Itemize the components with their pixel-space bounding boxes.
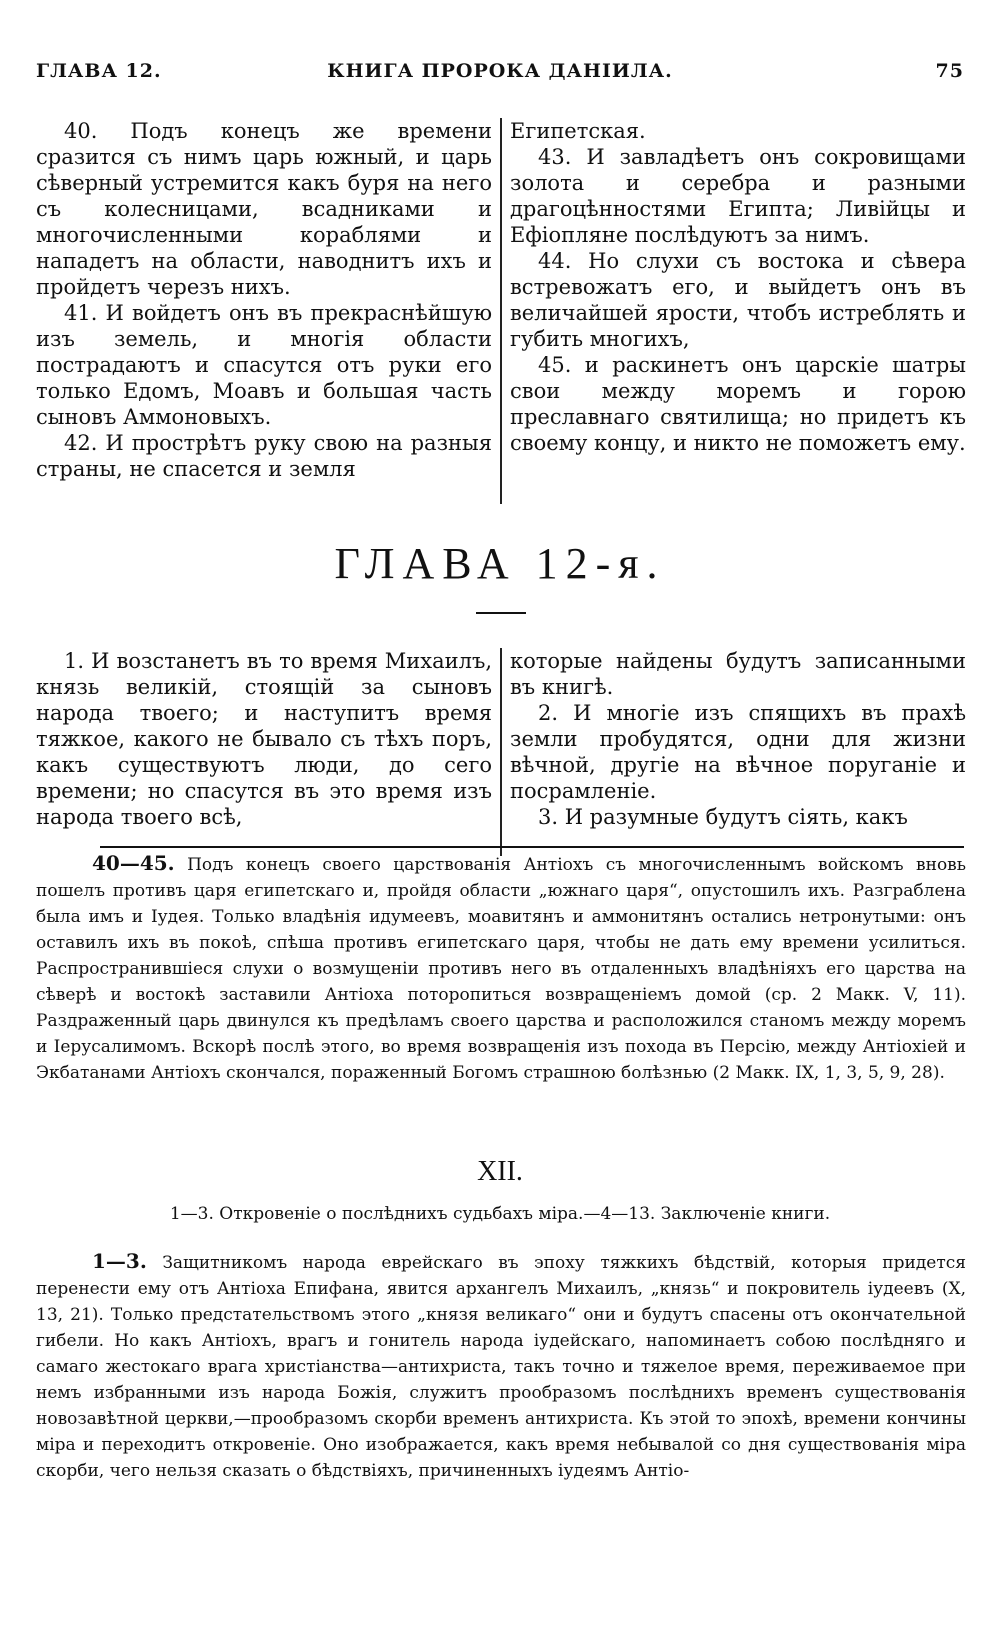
verse-3: 3. И разумные будутъ сіять, какъ <box>537 805 908 829</box>
verses-top-left-column <box>36 118 492 504</box>
commentary-rule <box>100 846 964 848</box>
verse-43: 43. И завладѣетъ онъ сокровищами золота и серебра и разными драгоцѣнностями Египта; Ливійцы и Ефіопляне послѣдуютъ за нимъ. <box>509 145 966 247</box>
column-divider <box>500 648 502 856</box>
verse-45: 45. и раскинетъ онъ царскіе шатры свои между моремъ и горою преславнаго святилища; но придетъ къ своему концу, и никто не поможетъ ему. <box>509 353 966 455</box>
commentary-ref: 1—3. <box>92 1249 147 1273</box>
commentary-ref: 40—45. <box>92 851 175 875</box>
column-divider <box>500 118 502 504</box>
chapter-title: ГЛАВА 12-я. <box>334 539 666 588</box>
verses-bottom <box>36 648 966 856</box>
verse-40: 40. Подъ конецъ же времени сразится съ нимъ царь южный, и царь сѣверный устремится какъ буря на него съ колесницами, всадниками и многочисленными кораблями и нападетъ на области, наводнитъ ихъ и пройдетъ черезъ нихъ. <box>36 119 492 299</box>
header-book-title: КНИГА ПРОРОКА ДАНIИЛА. <box>327 60 673 82</box>
verses-bottom-left-column <box>36 648 492 856</box>
title-rule <box>476 612 526 614</box>
commentary-text: Подъ конецъ своего царствованія Антіохъ съ многочисленнымъ войскомъ вновь пошелъ противъ царя египетскаго и, пройдя области „южнаго царя“, опустошилъ ихъ. Разграблена была имъ и Іудея. Только владѣнія идумеевъ, моавитянъ и аммонитянъ остались нетронутыми: онъ оставилъ ихъ въ покоѣ, спѣша противъ египетскаго царя, чтобы не дать ему времени усилиться. Распространившіеся слухи о возмущеніи противъ него въ отдаленныхъ владѣніяхъ его царства на сѣверѣ и востокѣ заставили Антіоха поторопиться возвращеніемъ домой (ср. 2 Макк. V, 11). Раздраженный царь двинулся къ предѣламъ своего царства и расположился станомъ между моремъ и Іерусалимомъ. Вскорѣ послѣ этого, во время возвращенія изъ похода въ Персію, между Антіохіей и Экбатанами Антіохъ скончался, пораженный Богомъ страшною болѣзнью (2 Макк. IX, 1, 3, 5, 9, 28). <box>36 855 967 1083</box>
verses-top-right-column <box>510 118 966 504</box>
verse-2: 2. И многіе изъ спящихъ въ прахѣ земли пробудятся, одни для жизни вѣчной, другіе на вѣчное поруганіе и посрамленіе. <box>509 701 966 803</box>
commentary-40-45 <box>36 850 966 1130</box>
verse-42-continued: Египетская. <box>509 119 646 143</box>
verse-1: 1. И возстанетъ въ то время Михаилъ, князь великій, стоящій за сыновъ народа твоего; и наступитъ время тяжкое, какого не бывало съ тѣхъ поръ, какъ существуютъ люди, до сего времени; но спасутся въ это время изъ народа твоего всѣ, <box>36 649 492 829</box>
verse-42: 42. И прострѣтъ руку свою на разныя страны, не спасется и земля <box>36 431 492 481</box>
verse-41: 41. И войдетъ онъ въ прекраснѣйшую изъ земель, и многія области пострадаютъ и спасутся отъ руки его только Едомъ, Моавъ и большая часть сыновъ Аммоновыхъ. <box>36 301 492 429</box>
commentary-1-3 <box>36 1248 966 1608</box>
verse-1-continued: которые найдены будутъ записанными въ книгѣ. <box>509 649 966 699</box>
section-summary: 1—3. Откровеніе о послѣднихъ судьбахъ міра.—4—13. Заключеніе книги. <box>169 1204 831 1224</box>
verses-top <box>36 118 966 504</box>
verse-44: 44. Но слухи съ востока и сѣвера встревожатъ его, и выйдетъ онъ въ величайшей ярости, чтобъ истреблять и губить многихъ, <box>509 249 966 351</box>
page-number: 75 <box>935 60 964 82</box>
running-header <box>36 60 964 90</box>
verses-bottom-right-column <box>510 648 966 856</box>
section-number: XII. <box>477 1156 523 1187</box>
header-chapter: ГЛАВА 12. <box>36 60 162 82</box>
commentary-text: Защитникомъ народа еврейскаго въ эпоху тяжкихъ бѣдствій, которыя придется перенести ему отъ Антіоха Епифана, явится архангелъ Михаилъ, „князь“ и покровитель іудеевъ (X, 13, 21). Только предстательствомъ этого „князя великаго“ они и будутъ спасены отъ окончательной гибели. Но какъ Антіохъ, врагъ и гонитель народа іудейскаго, напоминаетъ собою послѣдняго и самаго жестокаго врага христіанства—антихриста, такъ точно и тяжелое время, переживаемое при немъ избранными изъ народа Божія, служитъ прообразомъ послѣднихъ временъ существованія новозавѣтной церкви,—прообразомъ скорби временъ антихриста. Къ этой то эпохѣ, времени кончины міра и переходитъ откровеніе. Оно изображается, какъ время небывалой со дня существованія міра скорби, чего нельзя сказать о бѣдствіяхъ, причиненныхъ іудеямъ Антіо- <box>36 1253 966 1481</box>
